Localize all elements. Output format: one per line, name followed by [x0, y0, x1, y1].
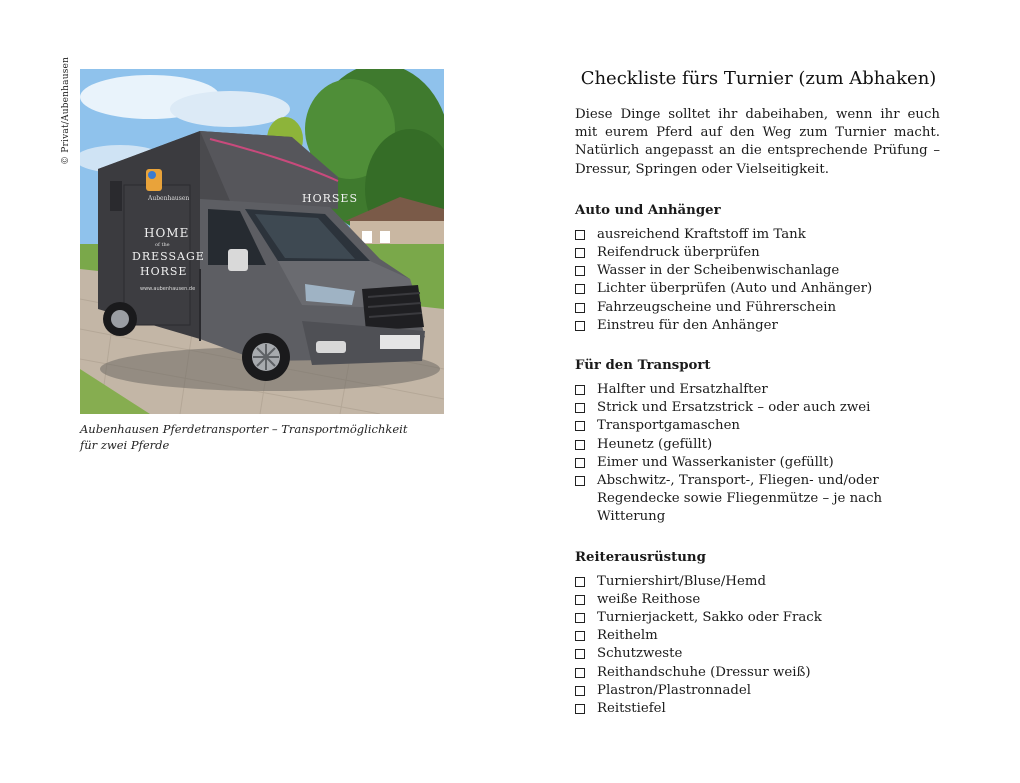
checklist-item[interactable]: Lichter überprüfen (Auto und Anhänger): [575, 280, 940, 298]
checklist-item[interactable]: Reithandschuhe (Dressur weiß): [575, 664, 940, 682]
checklist-item[interactable]: Halfter und Ersatzhalfter: [575, 381, 940, 399]
section-title-transport: Für den Transport: [575, 358, 711, 374]
checkbox[interactable]: [575, 266, 585, 276]
checklist-item[interactable]: Heunetz (gefüllt): [575, 436, 940, 454]
checklist-item[interactable]: ausreichend Kraftstoff im Tank: [575, 226, 940, 244]
checklist-item[interactable]: weiße Reithose: [575, 591, 940, 609]
checkbox[interactable]: [575, 595, 585, 605]
section-title-rider: Reiterausrüstung: [575, 549, 706, 565]
checklist-item[interactable]: Fahrzeugscheine und Führerschein: [575, 299, 940, 317]
checkbox[interactable]: [575, 577, 585, 587]
checklist-item[interactable]: Plastron/Plastronnadel: [575, 682, 940, 700]
checkbox[interactable]: [575, 686, 585, 696]
truck-photo: [80, 69, 444, 414]
section-auto: [575, 202, 940, 335]
checkbox[interactable]: [575, 649, 585, 659]
truck-text-home: HOME: [144, 226, 190, 240]
checkbox[interactable]: [575, 248, 585, 258]
checkbox[interactable]: [575, 704, 585, 714]
checklist-intro: Diese Dinge solltet ihr dabeihaben, wenn ihr euch mit eurem Pferd auf den Weg zum Turnier macht. Natürlich angepasst an die entsprechende Prüfung – Dressur, Springen oder Vielseitigkeit.: [575, 107, 940, 177]
checklist-item[interactable]: Reifendruck überprüfen: [575, 244, 940, 262]
section-rider: [575, 549, 940, 719]
checklist-title: Checkliste fürs Turnier (zum Abhaken): [580, 68, 937, 89]
checkbox[interactable]: [575, 284, 585, 294]
checkbox[interactable]: [575, 631, 585, 641]
checkbox[interactable]: [575, 321, 585, 331]
truck-horses-label: HORSES: [302, 192, 358, 205]
checklist: [575, 68, 940, 718]
checkbox[interactable]: [575, 385, 585, 395]
checkbox[interactable]: [575, 458, 585, 468]
truck-brand: Aubenhausen: [148, 195, 190, 202]
photo-credit: © Privat/Aubenhausen: [61, 56, 71, 165]
checkbox[interactable]: [575, 421, 585, 431]
checkbox[interactable]: [575, 303, 585, 313]
checklist-item[interactable]: Abschwitz-, Transport-, Fliegen- und/oder Regendecke sowie Fliegenmütze – je nach Witterung: [575, 472, 940, 527]
checklist-item[interactable]: Turnierjackett, Sakko oder Frack: [575, 609, 940, 627]
truck-text-of-the: of the: [155, 242, 170, 248]
checklist-item[interactable]: Transportgamaschen: [575, 417, 940, 435]
truck-text-horse: HORSE: [140, 265, 188, 278]
checkbox[interactable]: [575, 230, 585, 240]
checklist-item[interactable]: Wasser in der Scheibenwischanlage: [575, 262, 940, 280]
checklist-item[interactable]: Reitstiefel: [575, 700, 940, 718]
truck-website: www.aubenhausen.de: [140, 286, 196, 292]
checklist-item[interactable]: Eimer und Wasserkanister (gefüllt): [575, 454, 940, 472]
checklist-item[interactable]: Einstreu für den Anhänger: [575, 317, 940, 335]
checkbox[interactable]: [575, 668, 585, 678]
checklist-item[interactable]: Schutzweste: [575, 645, 940, 663]
truck-text-dressage: DRESSAGE: [132, 250, 205, 263]
checklist-item[interactable]: Reithelm: [575, 627, 940, 645]
checkbox[interactable]: [575, 476, 585, 486]
checkbox[interactable]: [575, 403, 585, 413]
checkbox[interactable]: [575, 613, 585, 623]
checklist-item[interactable]: Turniershirt/Bluse/Hemd: [575, 573, 940, 591]
checkbox[interactable]: [575, 440, 585, 450]
section-title-auto: Auto und Anhänger: [575, 202, 721, 218]
section-transport: [575, 357, 940, 527]
checklist-item[interactable]: Strick und Ersatzstrick – oder auch zwei: [575, 399, 940, 417]
photo-caption: Aubenhausen Pferdetransporter – Transportmöglichkeit für zwei Pferde: [80, 422, 408, 452]
